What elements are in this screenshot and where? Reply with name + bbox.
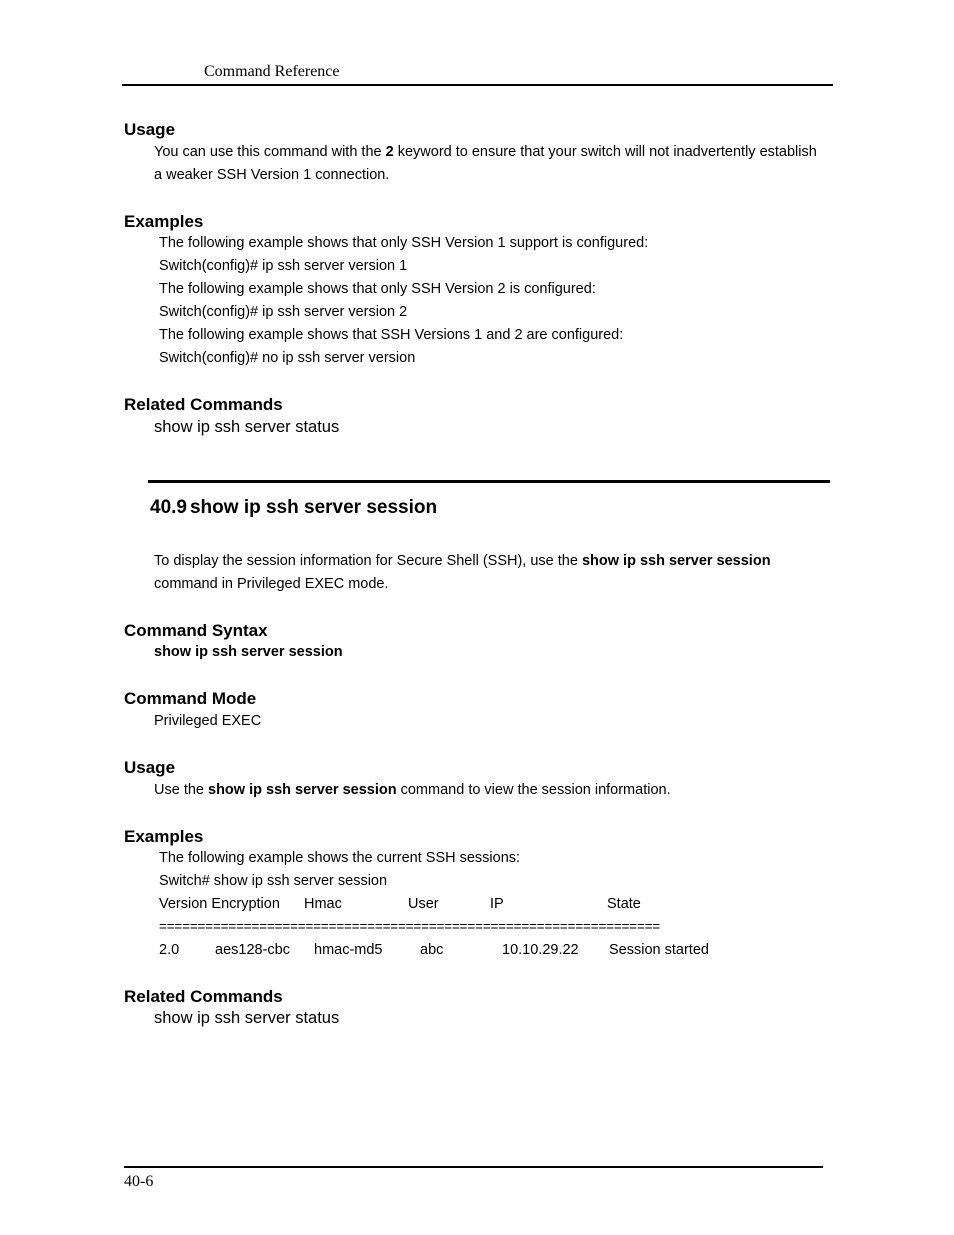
example-command: Switch# show ip ssh server session (159, 873, 388, 889)
example-command: Switch(config)# no ip ssh server version (159, 350, 416, 366)
section-rule (148, 480, 830, 483)
command-mode-text: Privileged EXEC (154, 713, 262, 729)
table-header-hmac: Hmac (304, 896, 342, 912)
intro-line1: To display the session information for Secure Shell (SSH), use the show ip ssh server session (154, 553, 771, 569)
example-line: The following example shows that SSH Versions 1 and 2 are configured: (159, 327, 624, 343)
example-command: Switch(config)# ip ssh server version 2 (159, 304, 408, 320)
table-cell-hmac: hmac-md5 (314, 942, 383, 958)
table-cell-version: 2.0 (159, 942, 180, 958)
command-syntax-heading: Command Syntax (124, 621, 268, 640)
table-cell-user: abc (420, 942, 444, 958)
examples-heading: Examples (124, 212, 204, 231)
table-separator: ================================================================= (159, 919, 661, 934)
table-header-state: State (607, 896, 641, 912)
usage-text-line2: a weaker SSH Version 1 connection. (154, 167, 390, 183)
example-line: The following example shows the current SSH sessions: (159, 850, 521, 866)
related-commands-heading: Related Commands (124, 987, 283, 1006)
related-commands-heading: Related Commands (124, 395, 283, 414)
intro-line2: command in Privileged EXEC mode. (154, 576, 389, 592)
usage-heading: Usage (124, 758, 176, 777)
command-mode-heading: Command Mode (124, 689, 257, 708)
section-number: 40.9 (150, 497, 187, 518)
usage-text-line1: You can use this command with the 2 keyword to ensure that your switch will not inadvertently establish (154, 144, 817, 160)
table-header-user: User (408, 896, 439, 912)
example-line: The following example shows that only SSH Version 2 is configured: (159, 281, 596, 297)
running-header: Command Reference (204, 63, 340, 80)
related-command: show ip ssh server status (154, 1009, 340, 1027)
example-line: The following example shows that only SSH Version 1 support is configured: (159, 235, 649, 251)
table-header-ip: IP (490, 896, 504, 912)
related-command: show ip ssh server status (154, 418, 340, 436)
example-command: Switch(config)# ip ssh server version 1 (159, 258, 408, 274)
usage-text: Use the show ip ssh server session command to view the session information. (154, 782, 671, 798)
section-title (150, 497, 437, 519)
table-header-version-encryption: Version Encryption (159, 896, 280, 912)
section-title-text: show ip ssh server session (189, 497, 438, 518)
table-cell-ip: 10.10.29.22 (502, 942, 579, 958)
table-cell-state: Session started (609, 942, 709, 958)
examples-heading: Examples (124, 827, 204, 846)
page-number: 40-6 (124, 1173, 154, 1190)
usage-heading: Usage (124, 120, 176, 139)
table-cell-encryption: aes128-cbc (215, 942, 290, 958)
footer-rule (124, 1166, 823, 1168)
header-rule (122, 84, 833, 86)
command-syntax-text: show ip ssh server session (154, 644, 343, 660)
